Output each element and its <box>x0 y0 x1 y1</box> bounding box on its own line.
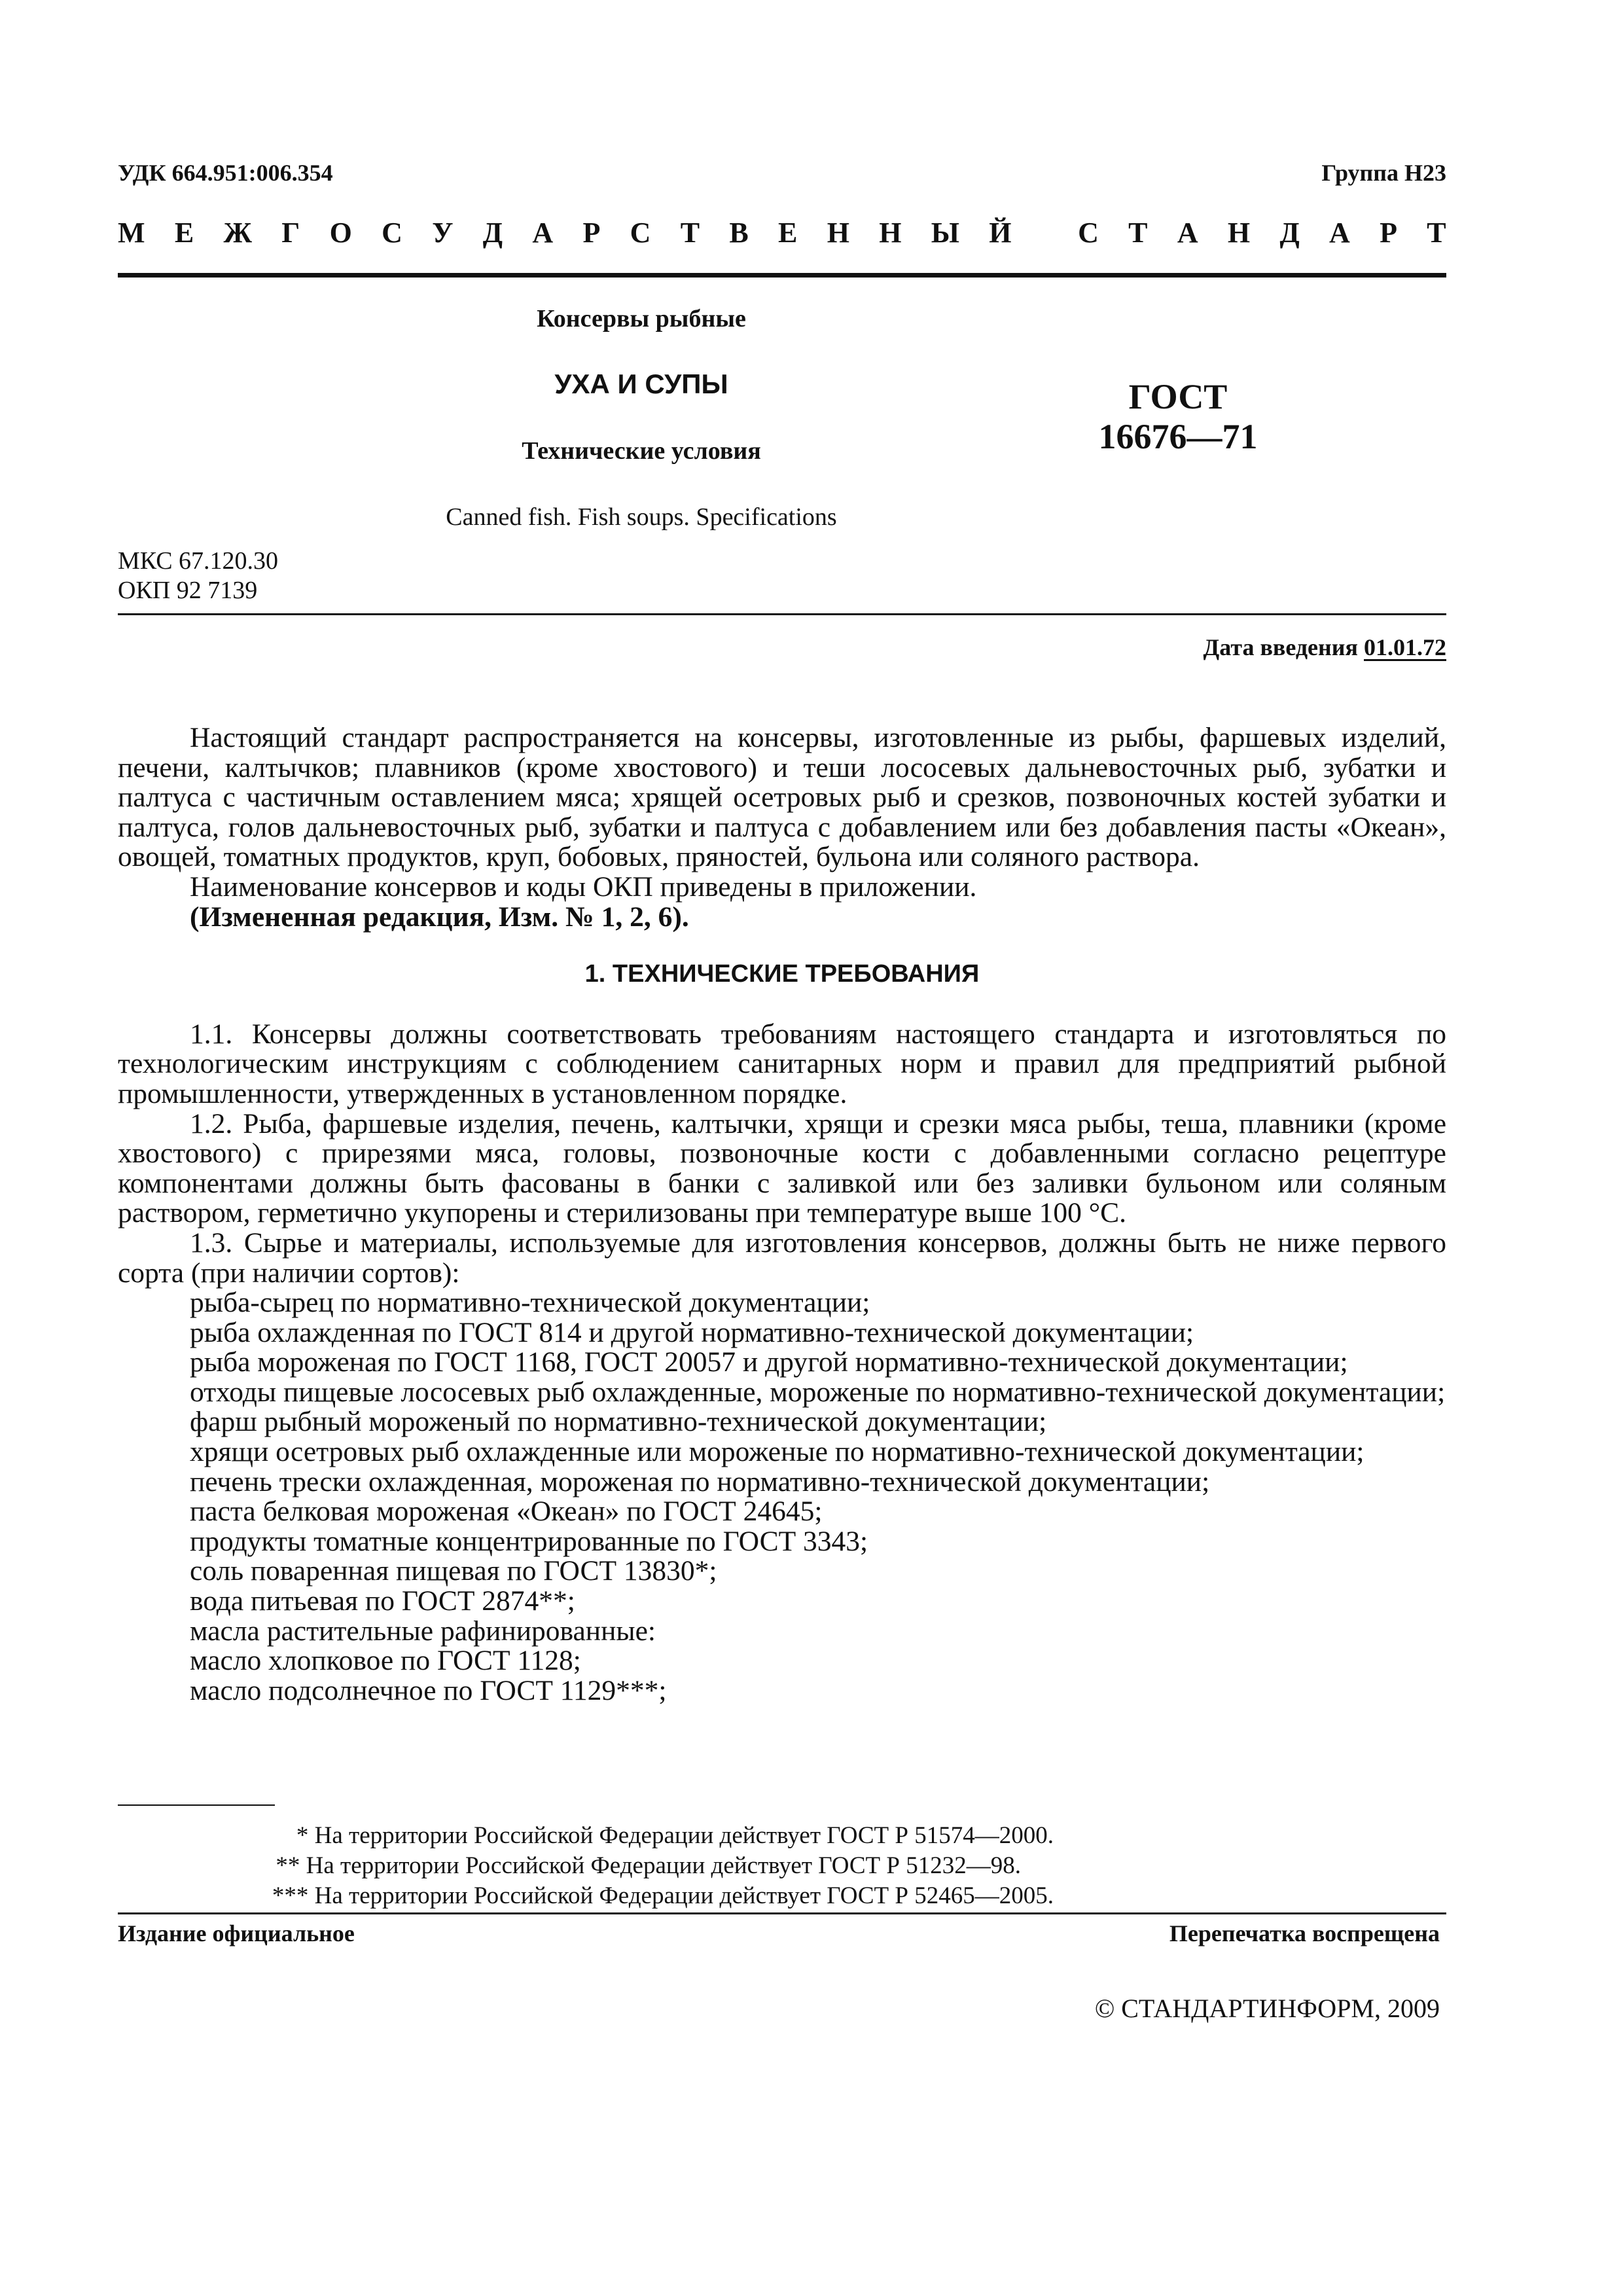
title-block-rule <box>118 613 1446 615</box>
banner-gap <box>1041 216 1048 249</box>
banner-letter: С <box>630 217 651 249</box>
banner-letter: Е <box>174 217 194 249</box>
banner-letter: В <box>729 217 749 249</box>
banner-letter: Ы <box>931 217 959 249</box>
banner-letter: Т <box>1128 217 1148 249</box>
list-item: масла растительные рафинированные: <box>190 1615 656 1647</box>
interstate-standard-banner <box>118 216 1446 249</box>
gost-label: ГОСТ <box>1128 377 1228 416</box>
clause-1-2: 1.2. Рыба, фаршевые изделия, печень, калтычки, хрящи и срезки мяса рыбы, теша, плавники (кроме хвостового) с прирезями мяса, головы, позвоночные кости с добавленными согласно рецептуре компонентами должны быть фасованы в банки с заливкой или без заливки бульоном или соляным раствором, герметично укупорены и стерилизованы при температуре выше 100 °С. <box>118 1107 1446 1229</box>
banner-letter: Т <box>1427 217 1446 249</box>
udk-code: УДК 664.951:006.354 <box>118 160 333 186</box>
copyright: © СТАНДАРТИНФОРМ, 2009 <box>1094 1994 1440 2023</box>
banner-letter: Р <box>1380 217 1397 249</box>
scope-paragraph: Настоящий стандарт распространяется на консервы, изготовленные из рыбы, фаршевых изделий, печени, калтычков; плавников (кроме хвостового) и теши лососевых дальневосточных рыб, зубатки и палтуса с частичным оставлением мяса; хрящей осетровых рыб и срезков, позвоночных костей зубатки и палтуса, голов дальневосточных рыб, зубатки и палтуса с добавлением или без добавления пасты «Океан», овощей, томатных продуктов, круп, бобовых, пряностей, бульона или соляного раствора. <box>118 722 1446 873</box>
list-item: фарш рыбный мороженый по нормативно-технической документации; <box>190 1406 1047 1438</box>
banner-letter: С <box>382 217 402 249</box>
clause-1-3: 1.3. Сырье и материалы, используемые для изготовления консервов, должны быть не ниже первого сорта (при наличии сортов): <box>118 1227 1446 1289</box>
official-edition: Издание официальное <box>118 1920 355 1946</box>
banner-letter: Н <box>879 217 902 249</box>
product-kind: Консервы рыбные <box>537 305 746 332</box>
document-title: УХА И СУПЫ <box>554 368 728 399</box>
banner-letter: А <box>1329 217 1350 249</box>
date-label: Дата введения <box>1203 634 1358 660</box>
section-title: 1. ТЕХНИЧЕСКИЕ ТРЕБОВАНИЯ <box>584 960 980 988</box>
list-item: соль поваренная пищевая по ГОСТ 13830*; <box>190 1555 717 1587</box>
list-item: рыба-сырец по нормативно-технической документации; <box>190 1287 870 1319</box>
list-item: отходы пищевые лососевых рыб охлажденные, мороженые по нормативно-технической документации; <box>190 1376 1446 1408</box>
list-item: печень трески охлажденная, мороженая по нормативно-технической документации; <box>190 1465 1210 1498</box>
banner-letter: А <box>1177 217 1198 249</box>
footnote: * На территории Российской Федерации действует ГОСТ Р 51574—2000. <box>296 1822 1054 1849</box>
list-item: рыба охлажденная по ГОСТ 814 и другой нормативно-технической документации; <box>190 1316 1194 1348</box>
reprint-notice: Перепечатка воспрещена <box>1169 1920 1440 1946</box>
introduction-date <box>1204 634 1447 661</box>
document-body <box>118 723 1446 1706</box>
banner-letter: Т <box>680 217 700 249</box>
annex-note: Наименование консервов и коды ОКП приведены в приложении. <box>190 870 977 903</box>
banner-letter: С <box>1078 217 1099 249</box>
list-item: хрящи осетровых рыб охлажденные или мороженые по нормативно-технической документации; <box>190 1436 1364 1468</box>
banner-letter: Д <box>482 217 503 249</box>
footnote: ** На территории Российской Федерации действует ГОСТ Р 51232—98. <box>276 1852 1021 1879</box>
english-title: Canned fish. Fish soups. Specifications <box>446 503 837 531</box>
group-code: Группа Н23 <box>1321 160 1446 186</box>
banner-letter: О <box>329 217 352 249</box>
banner-letter: Е <box>778 217 798 249</box>
list-item: масло хлопковое по ГОСТ 1128; <box>190 1645 581 1677</box>
banner-letter: Н <box>1227 217 1251 249</box>
banner-letter: Д <box>1279 217 1300 249</box>
okp-code: ОКП 92 7139 <box>118 577 258 604</box>
banner-letter: Р <box>582 217 601 249</box>
footnote-separator <box>118 1804 275 1806</box>
mks-code: МКС 67.120.30 <box>118 547 279 575</box>
list-item: рыба мороженая по ГОСТ 1168, ГОСТ 20057 и другой нормативно-технической документации; <box>190 1346 1348 1378</box>
list-item: вода питьевая по ГОСТ 2874**; <box>190 1585 575 1617</box>
clause-1-1: 1.1. Консервы должны соответствовать требованиям настоящего стандарта и изготовляться по технологическим инструкциям с соблюдением санитарных норм и правил для предприятий рыбной промышленности, утвержденных в установленном порядке. <box>118 1018 1446 1109</box>
amendment-note: (Измененная редакция, Изм. № 1, 2, 6). <box>190 901 689 933</box>
footer-rule <box>118 1912 1446 1914</box>
banner-letter: М <box>118 217 145 249</box>
document-subtitle: Технические условия <box>522 437 761 465</box>
banner-letter: У <box>432 217 454 249</box>
banner-letter: Й <box>989 217 1012 249</box>
footnote: *** На территории Российской Федерации действует ГОСТ Р 52465—2005. <box>272 1882 1054 1909</box>
list-item: продукты томатные концентрированные по ГОСТ 3343; <box>190 1525 868 1557</box>
banner-letter: Г <box>281 217 300 249</box>
header-thick-rule <box>118 273 1446 278</box>
banner-letter: Н <box>827 217 849 249</box>
list-item: масло подсолнечное по ГОСТ 1129***; <box>190 1674 667 1706</box>
banner-letter: Ж <box>223 217 252 249</box>
gost-number: 16676—71 <box>1098 417 1258 456</box>
banner-letter: А <box>532 217 554 249</box>
list-item: паста белковая мороженая «Океан» по ГОСТ 24645; <box>190 1496 823 1528</box>
date-value: 01.01.72 <box>1364 634 1446 660</box>
